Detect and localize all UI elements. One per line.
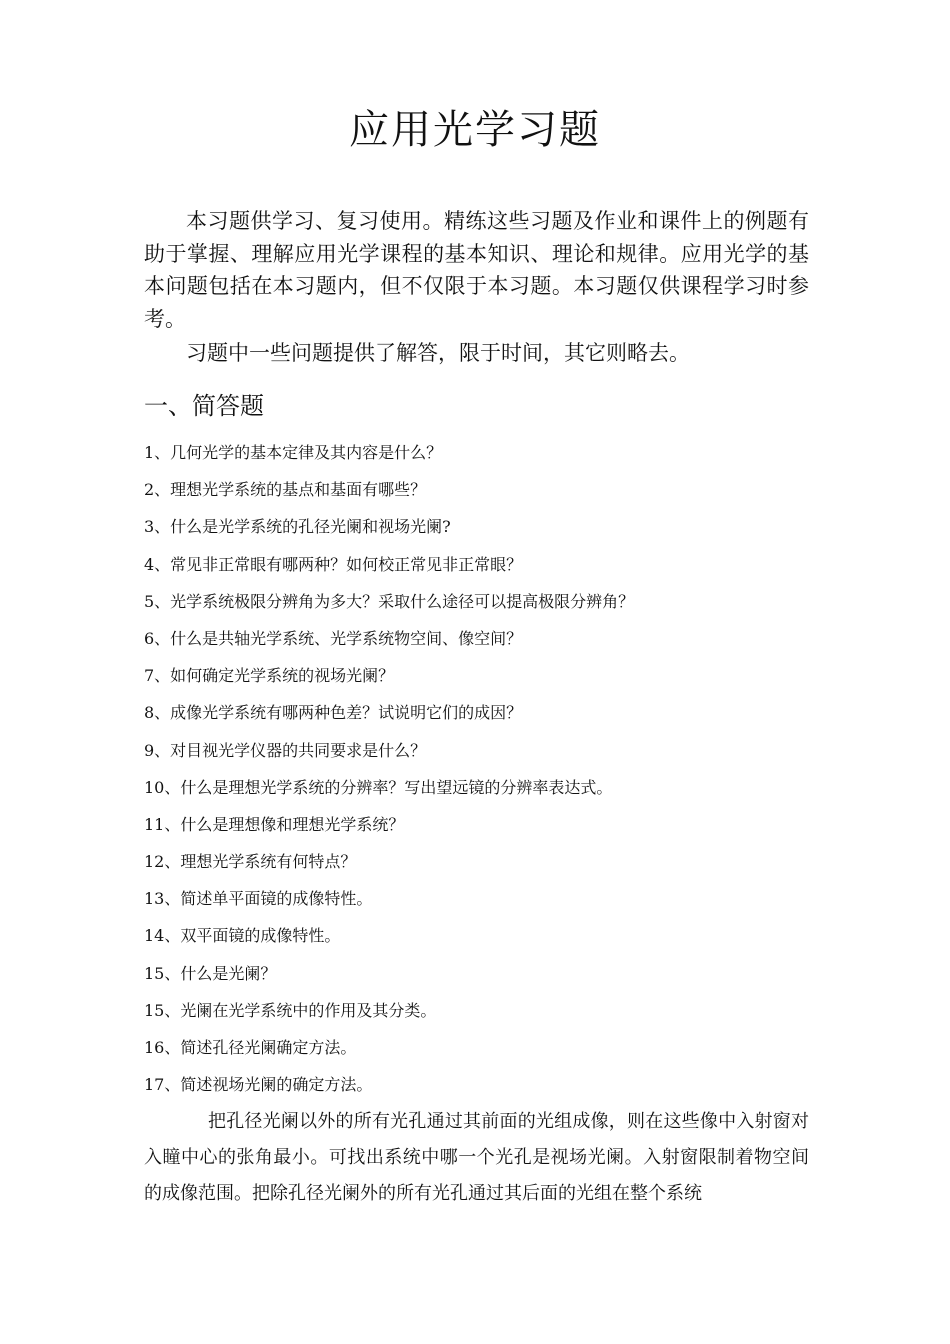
question-item: 10、什么是理想光学系统的分辨率？写出望远镜的分辨率表达式。 bbox=[144, 777, 613, 797]
section-heading-short-answer: 一、简答题 bbox=[144, 392, 264, 420]
question-item: 3、什么是光学系统的孔径光阑和视场光阑? bbox=[144, 517, 451, 537]
question-item: 13、简述单平面镜的成像特性。 bbox=[144, 889, 373, 909]
question-item: 7、如何确定光学系统的视场光阑？ bbox=[144, 666, 395, 686]
question-item: 5、光学系统极限分辨角为多大？采取什么途径可以提高极限分辨角？ bbox=[144, 591, 635, 611]
question-item: 16、简述孔径光阑确定方法。 bbox=[144, 1038, 357, 1057]
question-list bbox=[144, 437, 809, 1106]
question-item: 4、常见非正常眼有哪两种？如何校正常见非正常眼？ bbox=[144, 554, 523, 574]
question-item: 15、什么是光阑？ bbox=[144, 963, 277, 983]
question-item: 9、对目视光学仪器的共同要求是什么？ bbox=[144, 740, 427, 760]
question-item: 11、什么是理想像和理想光学系统？ bbox=[144, 814, 405, 834]
note-paragraph: 习题中一些问题提供了解答，限于时间，其它则略去。 bbox=[186, 341, 690, 365]
question-item: 17、简述视场光阑的确定方法。 bbox=[144, 1075, 373, 1095]
question-item: 2、理想光学系统的基点和基面有哪些？ bbox=[144, 480, 427, 500]
page-title: 应用光学习题 bbox=[349, 107, 601, 153]
question-item: 12、理想光学系统有何特点？ bbox=[144, 852, 357, 872]
intro-paragraph: 本习题供学习、复习使用。精练这些习题及作业和课件上的例题有助于掌握、理解应用光学课程的基本知识、理论和规律。应用光学的基本问题包括在本习题内，但不仅限于本习题。本习题仅供课程学习时参考。 bbox=[144, 209, 809, 331]
question-item: 1、几何光学的基本定律及其内容是什么？ bbox=[144, 443, 443, 462]
question-item: 15、光阑在光学系统中的作用及其分类。 bbox=[144, 1000, 437, 1020]
question-item: 6、什么是共轴光学系统、光学系统物空间、像空间？ bbox=[144, 628, 523, 648]
question-item: 14、双平面镜的成像特性。 bbox=[144, 926, 341, 946]
answer-paragraph: 把孔径光阑以外的所有光孔通过其前面的光组成像，则在这些像中入射窗对入瞳中心的张角最小。可找出系统中哪一个光孔是视场光阑。入射窗限制着物空间的成像范围。把除孔径光阑外的所有光孔通过其后面的光组在整个系统 bbox=[144, 1111, 809, 1204]
question-item: 8、成像光学系统有哪两种色差？试说明它们的成因？ bbox=[144, 703, 523, 723]
